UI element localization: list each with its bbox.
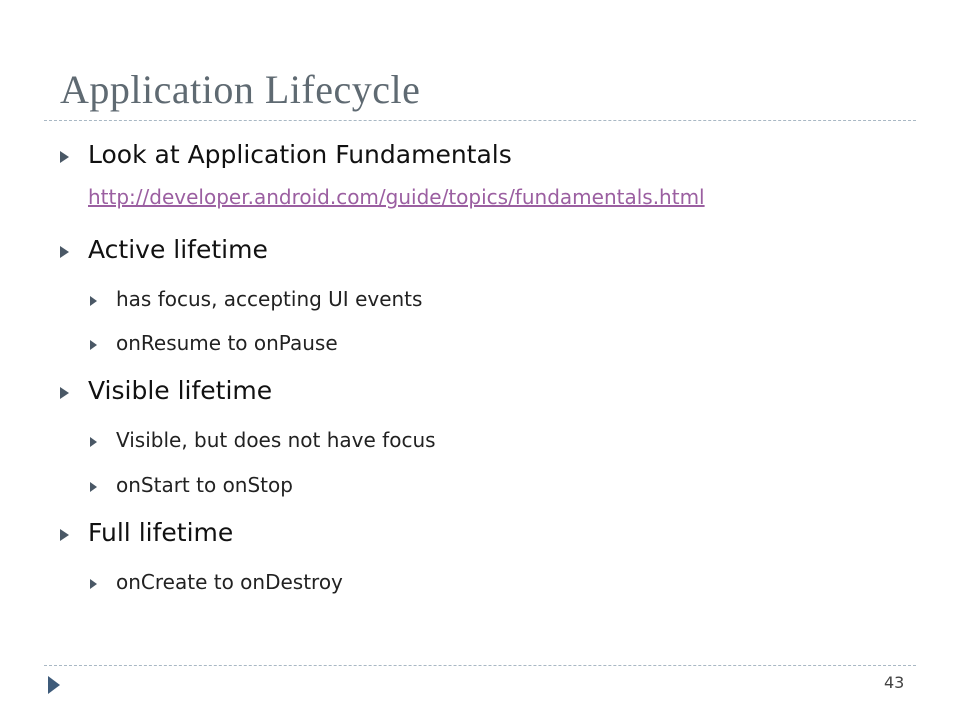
bullet-arrow-icon <box>60 529 69 541</box>
bullet-text: Look at Application Fundamentals <box>88 140 512 169</box>
sub-bullet-text: has focus, accepting UI events <box>116 287 423 311</box>
title-divider <box>44 120 916 121</box>
sub-bullet-arrow-icon <box>90 482 97 492</box>
page-number: 43 <box>884 673 905 692</box>
sub-bullet-text: onResume to onPause <box>116 331 338 355</box>
sub-bullet-arrow-icon <box>90 340 97 350</box>
bullet-arrow-icon <box>60 151 69 163</box>
sub-bullet-text: onCreate to onDestroy <box>116 570 343 594</box>
bullet-text: Full lifetime <box>88 518 234 547</box>
bullet-text: Active lifetime <box>88 235 268 264</box>
footer-divider <box>44 665 916 666</box>
sub-bullet-arrow-icon <box>90 579 97 589</box>
bullet-text: Visible lifetime <box>88 376 273 405</box>
fundamentals-link[interactable]: http://developer.android.com/guide/topics/fundamentals.html <box>88 185 705 209</box>
slide-title: Application Lifecycle <box>60 67 421 112</box>
sub-bullet-arrow-icon <box>90 437 97 447</box>
sub-bullet-text: Visible, but does not have focus <box>116 428 436 452</box>
sub-bullet-arrow-icon <box>90 296 97 306</box>
bullet-arrow-icon <box>60 387 69 399</box>
sub-bullet-text: onStart to onStop <box>116 473 293 497</box>
page-marker-icon <box>48 676 60 694</box>
bullet-arrow-icon <box>60 246 69 258</box>
